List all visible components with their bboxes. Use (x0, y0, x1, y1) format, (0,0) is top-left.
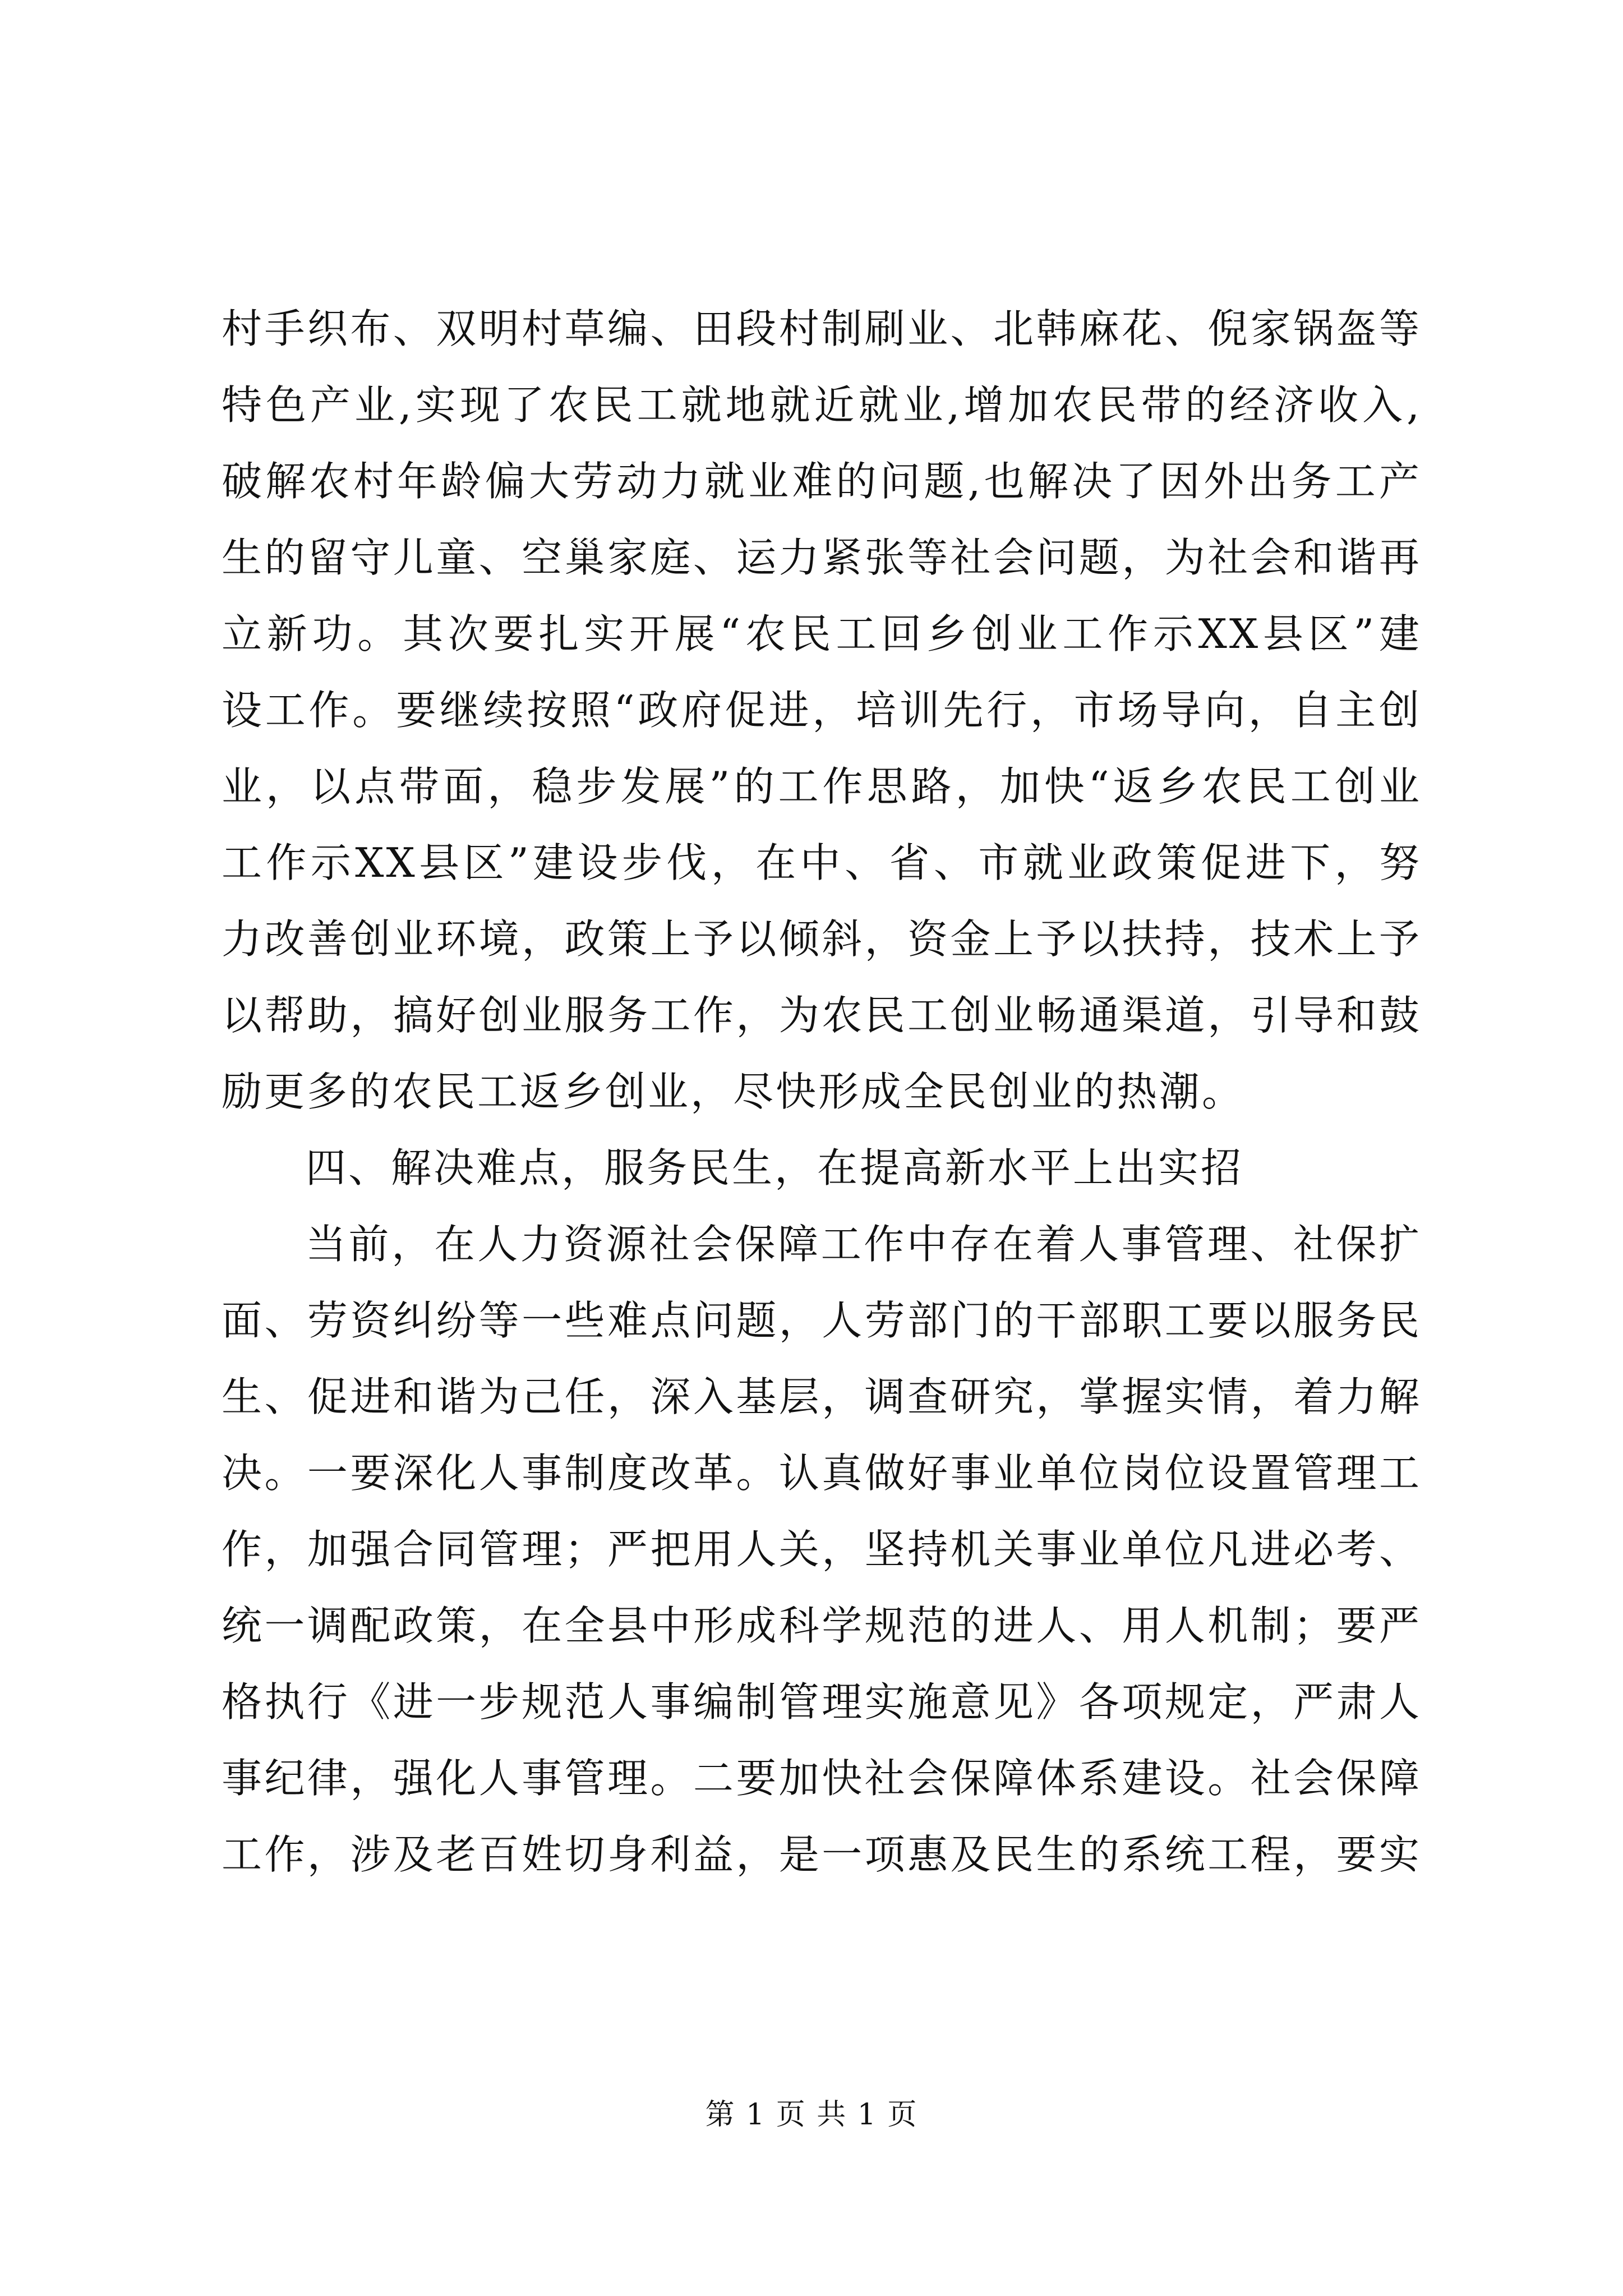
paragraph-line: 生的留守儿童、空巢家庭、运力紧张等社会问题，为社会和谐再 (222, 534, 1422, 581)
section-heading: 四、解决难点，服务民生，在提高新水平上出实招 (306, 1144, 1244, 1191)
page-footer: 第 1 页 共 1 页 (705, 2098, 918, 2132)
paragraph-line: 生、促进和谐为己任，深入基层，调查研究，掌握实情，着力解 (222, 1373, 1422, 1420)
paragraph-line: 以帮助，搞好创业服务工作，为农民工创业畅通渠道，引导和鼓 (222, 992, 1422, 1039)
paragraph-line: 特色产业,实现了农民工就地就近就业,增加农民带的经济收入, (222, 381, 1422, 429)
paragraph-line: 村手织布、双明村草编、田段村制刷业、北韩麻花、倪家锅盔等 (222, 305, 1422, 352)
paragraph-line: 统一调配政策，在全县中形成科学规范的进人、用人机制；要严 (222, 1602, 1422, 1649)
paragraph-line: 力改善创业环境，政策上予以倾斜，资金上予以扶持，技术上予 (222, 915, 1422, 963)
paragraph-line: 工作，涉及老百姓切身利益，是一项惠及民生的系统工程，要实 (222, 1831, 1422, 1878)
paragraph-line: 面、劳资纠纷等一些难点问题，人劳部门的干部职工要以服务民 (222, 1297, 1422, 1344)
paragraph-line: 格执行《进一步规范人事编制管理实施意见》各项规定，严肃人 (222, 1678, 1422, 1726)
paragraph-line: 事纪律，强化人事管理。二要加快社会保障体系建设。社会保障 (222, 1755, 1422, 1802)
paragraph-line: 工作示XX县区”建设步伐，在中、省、市就业政策促进下，努 (222, 839, 1422, 886)
paragraph-line: 决。一要深化人事制度改革。认真做好事业单位岗位设置管理工 (222, 1450, 1422, 1497)
paragraph-line: 作，加强合同管理；严把用人关，坚持机关事业单位凡进必考、 (222, 1526, 1422, 1573)
paragraph-line: 设工作。要继续按照“政府促进，培训先行，市场导向，自主创 (222, 687, 1422, 734)
paragraph-line: 业，以点带面，稳步发展”的工作思路，加快“返乡农民工创业 (222, 763, 1422, 810)
paragraph-line: 破解农村年龄偏大劳动力就业难的问题,也解决了因外出务工产 (222, 458, 1422, 505)
body-text (222, 291, 1422, 1893)
paragraph-line: 立新功。其次要扎实开展“农民工回乡创业工作示XX县区”建 (222, 610, 1422, 657)
paragraph-line: 励更多的农民工返乡创业，尽快形成全民创业的热潮。 (222, 1068, 1245, 1115)
paragraph-line: 当前，在人力资源社会保障工作中存在着人事管理、社保扩 (306, 1221, 1422, 1268)
